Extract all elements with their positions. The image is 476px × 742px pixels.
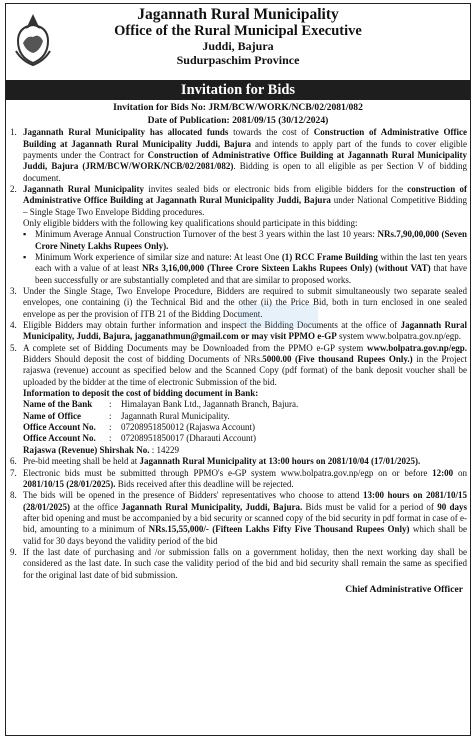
bank-info-heading: Information to deposit the cost of bidding document in Bank: [23, 388, 259, 399]
notice-title-banner: Invitation for Bids [6, 80, 470, 100]
revenue-shirshak: Rajaswa (Revenue) Shirshak No. : 14229 [23, 444, 180, 455]
qualification-experience: ▪ Minimum Work experience of similar size and nature: At least One (1) RCC Frame Building within the last ten years each with a value of at least NRs 3,16,00,000 (Three Crore Sixteen Lakhs Rupees Only) (without VAT) that have been successfully or are substantially completed and that are similar to proposed works. [23, 251, 467, 285]
office-name: Office of the Rural Municipal Executive [114, 23, 362, 39]
office-location: Juddi, Bajura [202, 39, 274, 53]
bid-reference [6, 102, 470, 127]
clause-text: Electronic bids must be submitted through PPMO's e-GP system www.bolpatra.gov.np/egp on or before 12:00 on 2081/10/15 (28/01/2025). Bids received after this deadline will be rejected. [23, 467, 468, 489]
clause-number: 6. [10, 456, 17, 467]
table-row: Name of Office : Jagannath Rural Municipality. [23, 410, 230, 421]
signatory-title: Chief Administrative Officer [345, 583, 463, 595]
clause-text: A complete set of Bidding Documents may be Downloaded from the PPMO e-GP system www.bolpatra.gov.np/egp. Bidders Should deposit the cost of bidding Documents of NRs.5000.00 (Five thousand Rupees Only.) in the Project rajaswa (revenue) account as specified below and the Scanned Copy (pdf format) of the bank deposit voucher shall be uploaded by the bidder at the time of electronic Submission of the bid. [23, 342, 467, 387]
clause-number: 7. [10, 467, 17, 478]
municipality-name: Jagannath Rural Municipality [137, 6, 339, 23]
bid-notice [5, 3, 471, 736]
clause-number: 2. [10, 183, 17, 194]
clause-9 [10, 547, 467, 581]
province-name: Sudurpaschim Province [176, 53, 300, 67]
clause-text: The bids will be opened in the presence of Bidders' representatives who choose to attend 13:00 hours on 2081/10/15 (28/01/2025) at the office Jagannath Rural Municipality, Juddi, Bajura. Bids must be valid for a period of 90 days after bid opening and must be accompanied by a bid security or scanned copy of the bid security in pdf format in case of e-bid, amounting to a minimum of NRs.15,55,000/- (Fifteen Lakhs Fifty Five Thousand Rupees Only) which shall be valid for 30 days beyond the validity period of the bid [23, 490, 468, 546]
watermark-logo [238, 304, 318, 328]
bid-number: Invitation for Bids No: JRM/BCW/WORK/NCB/02/2081/082 [113, 102, 363, 113]
clause-number: 3. [10, 286, 17, 296]
clause-text: Under the Single Stage, Two Envelope Procedure, Bidders are required to submit simultaneously two separate sealed envelopes, one containing (i) the Technical Bid and the other (ii) the Price Bid, both in turn enclosed in one sealed envelope as per the provision of ITB 21 of the Bidding Document. [23, 286, 467, 319]
table-row: Office Account No. : 07208951850017 (Dharauti Account) [23, 433, 256, 444]
clause-text: Eligible Bidders may obtain further information and inspect the Bidding Documents at the office of Jagannath Rural Municipality, Juddi, Bajura, jagganathmun@gmail.com or may visit PPMO e-GP system www.bolpatra.gov.np/egp. [23, 320, 467, 342]
table-row: Office Account No. : 07208951850012 (Rajaswa Account) [23, 422, 255, 433]
clause-8 [10, 490, 467, 547]
clause-number: 5. [10, 342, 17, 353]
clause-1 [10, 127, 467, 184]
notice-body [6, 127, 470, 595]
clause-text: Jagannath Rural Municipality invites sealed bids or electronic bids from eligible bidders for the construction of Administrative Office Building at Jagannath Rural Municipality Juddi, Bajura under National Competitive Bidding – Single Stage Two Envelope Bidding procedures. [23, 183, 467, 217]
nepal-emblem-icon [12, 11, 54, 67]
qualification-turnover: ▪ Minimum Average Annual Construction Turnover of the best 3 years within the last 10 years: NRs.7,90,00,000 (Seven Crore Ninety Lakhs Rupees Only). [23, 229, 467, 251]
clause-5 [10, 343, 467, 388]
bank-details-table [23, 399, 298, 444]
table-row: Name of the Bank : Himalayan Bank Ltd., Jagannath Branch, Bajura. [23, 399, 299, 410]
publication-date: Date of Publication: 2081/09/15 (30/12/2024) [147, 114, 329, 126]
clause-7 [10, 468, 467, 491]
clause-number: 4. [10, 320, 17, 331]
clause-number: 1. [10, 127, 17, 138]
clause-text: If the last date of purchasing and /or submission falls on a government holiday, then the next working day shall be considered as the last date. In such case the validity period of the bid and bid security shall remain the same as specified for the original last date of bid submission. [23, 546, 467, 580]
qualification-intro: Only eligible bidders with the following key qualifications should participate in this bidding: [23, 217, 358, 228]
clause-number: 8. [10, 490, 17, 501]
notice-header [6, 6, 470, 80]
clause-text: Pre-bid meeting shall be held at Jagannath Rural Municipality at 13:00 hours on 2081/10/04 (17/01/2025). [23, 456, 421, 467]
clause-number: 9. [10, 546, 17, 557]
bullet-icon: ▪ [23, 229, 27, 240]
bullet-icon: ▪ [23, 251, 27, 262]
clause-2 [10, 184, 467, 218]
clause-6 [10, 456, 467, 467]
clause-text: Jagannath Rural Municipality has allocated funds towards the cost of Construction of Administrative Office Building at Jagannath Rural Municipality Juddi, Bajura and intends to apply part of the funds to cover eligible payments under the Contract for Construction of Administrative Office Building at Jagannath Rural Municipality Juddi, Bajura (JRM/BCW/WORK/NCB/02/2081/082). Bidding is open to all eligible as per Section V of bidding document. [23, 127, 468, 183]
